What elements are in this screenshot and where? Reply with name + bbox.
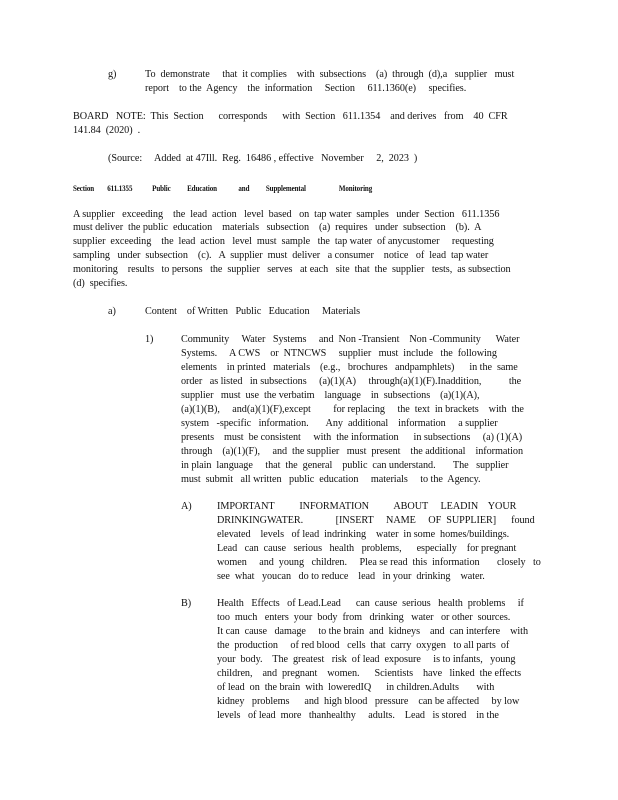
subsection-a-marker: a) bbox=[108, 306, 116, 317]
item-B-line-6: children, and pregnant women. Scientists have linked the effects bbox=[217, 668, 522, 679]
intro-line-3: supplier exceeding the lead action level must sample the tap water of anycustomer requesting bbox=[73, 236, 494, 247]
item-A-line-3: elevated levels of lead indrinking water in some homes/buildings. bbox=[217, 529, 510, 540]
item-B-line-3: It can cause damage to the brain and kidneys and can interfere with bbox=[217, 626, 528, 637]
item-g-line-2: report to the Agency the information Section 611.1360(e) specifies. bbox=[145, 83, 467, 94]
item-A-marker: A) bbox=[181, 501, 192, 512]
source-note: (Source: Added at 47Ill. Reg. 16486 , effective November 2, 2023 ) bbox=[108, 153, 418, 164]
item-B-line-4: the production of red blood cells that carry oxygen to all parts of bbox=[217, 640, 510, 651]
item-B-line-5: your body. The greatest risk of lead exposure is to infants, young bbox=[217, 654, 516, 665]
intro-line-4: sampling under subsection (c). A supplier must deliver a consumer notice of lead tap water bbox=[73, 250, 489, 261]
item-A-line-1: IMPORTANT INFORMATION ABOUT LEADIN YOUR bbox=[217, 501, 517, 512]
item-1-line-9: through (a)(1)(F), and the supplier must present the additional information bbox=[181, 446, 523, 457]
board-note-line-1: BOARD NOTE: This Section corresponds with Section 611.1354 and derives from 40 CFR bbox=[73, 111, 508, 122]
item-B-marker: B) bbox=[181, 598, 192, 609]
item-B-line-7: of lead on the brain with loweredIQ in children.Adults with bbox=[217, 682, 495, 693]
intro-line-5: monitoring results to persons the supplier serves at each site that the supplier tests, as subsection bbox=[73, 264, 511, 275]
item-A-line-4: Lead can cause serious health problems, especially for pregnant bbox=[217, 543, 517, 554]
item-A-line-6: see what youcan do to reduce lead in your drinking water. bbox=[217, 571, 485, 582]
item-1-line-4: order as listed in subsections (a)(1)(A) through(a)(1)(F).Inaddition, the bbox=[181, 376, 522, 387]
item-1-line-5: supplier must use the verbatim language in subsections (a)(1)(A), bbox=[181, 390, 480, 401]
item-A-line-2: DRINKINGWATER. [INSERT NAME OF SUPPLIER] found bbox=[217, 515, 535, 526]
item-A-line-5: women and young children. Plea se read this information closely to bbox=[217, 557, 541, 568]
item-B-line-2: too much enters your body from drinking water or other sources. bbox=[217, 612, 511, 623]
item-1-line-1: Community Water Systems and Non -Transient Non -Community Water bbox=[181, 334, 520, 345]
item-B-line-1: Health Effects of Lead.Lead can cause serious health problems if bbox=[217, 598, 524, 609]
section-heading: Section 611.1355 Public Education and Supplemental Monitoring bbox=[73, 183, 373, 194]
intro-line-6: (d) specifies. bbox=[73, 278, 128, 289]
item-g-line-1: To demonstrate that it complies with subsections (a) through (d),a supplier must bbox=[145, 69, 515, 80]
item-1-line-6: (a)(1)(B), and(a)(1)(F),except for replacing the text in brackets with the bbox=[181, 404, 524, 415]
board-note-line-2: 141.84 (2020) . bbox=[73, 125, 141, 136]
item-1-line-10: in plain language that the general public can understand. The supplier bbox=[181, 460, 509, 471]
item-1-line-8: presents must be consistent with the information in subsections (a) (1)(A) bbox=[181, 432, 523, 443]
item-1-line-7: system -specific information. Any additional information a supplier bbox=[181, 418, 498, 429]
item-1-line-2: Systems. A CWS or NTNCWS supplier must include the following bbox=[181, 348, 497, 359]
intro-line-1: A supplier exceeding the lead action level based on tap water samples under Section 611.1356 bbox=[73, 209, 500, 220]
subsection-a-title: Content of Written Public Education Materials bbox=[145, 306, 361, 317]
item-1-line-3: elements in printed materials (e.g., brochures andpamphlets) in the same bbox=[181, 362, 518, 373]
item-1-line-11: must submit all written public education materials to the Agency. bbox=[181, 474, 481, 485]
intro-line-2: must deliver the public education materials subsection (a) requires under subsection (b). A bbox=[73, 222, 482, 233]
item-g-marker: g) bbox=[108, 69, 117, 80]
item-1-marker: 1) bbox=[145, 334, 154, 345]
item-B-line-8: kidney problems and high blood pressure can be affected by low bbox=[217, 696, 520, 707]
item-B-line-9: levels of lead more thanhealthy adults. Lead is stored in the bbox=[217, 710, 499, 721]
